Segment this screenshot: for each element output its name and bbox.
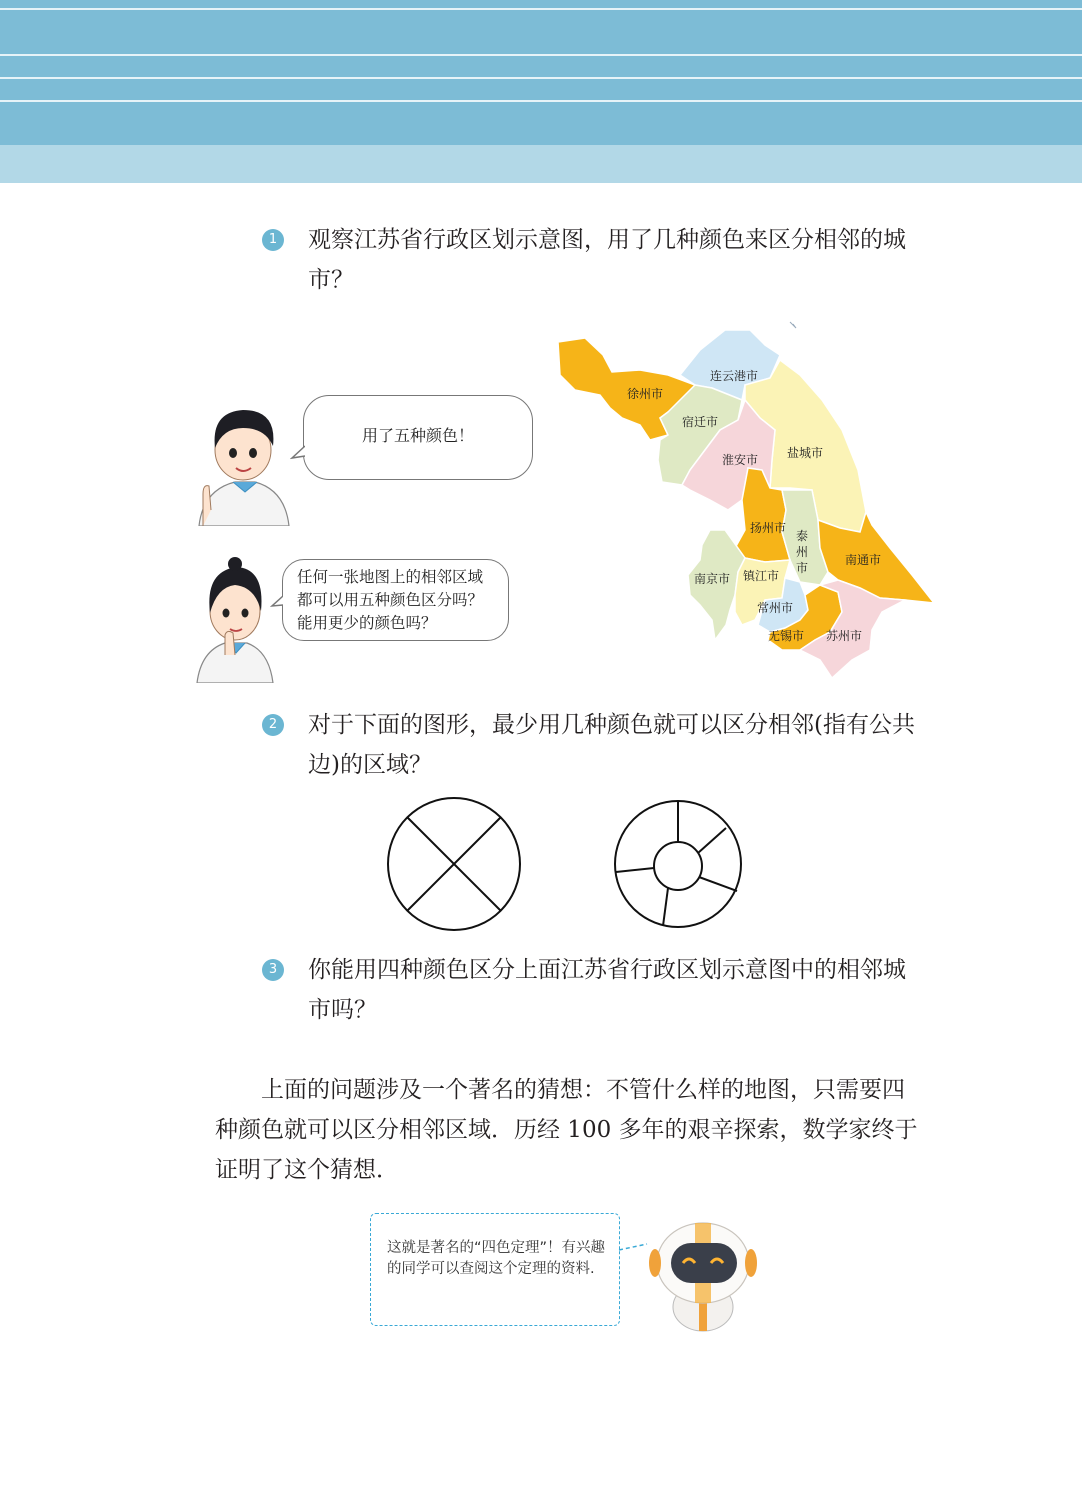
question-text: 观察江苏省行政区划示意图，用了几种颜色来区分相邻的城市？ [308,227,906,293]
boy-illustration [195,398,295,526]
girl-illustration [195,555,275,683]
robot-note-box [370,1213,620,1326]
question-3 [262,950,922,1030]
map-label: 南京市 [694,572,731,586]
boy-speech-bubble [303,395,533,480]
circle-figure-ring [608,795,753,935]
map-label: 连云港市 [710,369,759,383]
question-number-badge: 2 [262,714,284,736]
map-label: 苏州市 [826,629,863,643]
robot-note-text: 这就是著名的“四色定理”！有兴趣的同学可以查阅这个定理的资料. [387,1240,606,1277]
boy-speech-text: 用了五种颜色！ [361,426,474,445]
map-label: 盐城市 [787,446,824,460]
map-label-taizhou-1: 泰 [796,529,809,543]
girl-bubble-tail [270,594,286,612]
map-label: 宿迁市 [682,415,719,429]
header-stripe [0,54,1082,56]
map-label: 南通市 [845,553,882,567]
question-1 [262,220,922,300]
header-stripe [0,100,1082,102]
question-text: 你能用四种颜色区分上面江苏省行政区划示意图中的相邻城市吗？ [308,957,906,1023]
header-band [0,0,1082,145]
girl-speech-bubble [282,559,509,641]
map-label-taizhou-3: 市 [796,561,809,575]
jiangsu-map [550,320,940,685]
map-label: 无锡市 [768,629,805,643]
question-number-badge: 3 [262,959,284,981]
map-label-taizhou-2: 州 [796,545,809,559]
map-label: 淮安市 [722,453,759,467]
question-text: 对于下面的图形，最少用几种颜色就可以区分相邻(指有公共边)的区域？ [308,712,915,778]
girl-speech-text: 任何一张地图上的相邻区域都可以用五种颜色区分吗？能用更少的颜色吗？ [297,568,484,632]
header-subband [0,145,1082,183]
map-label: 常州市 [757,601,794,615]
circle-figure-cross [380,795,530,935]
robot-illustration [645,1215,765,1333]
map-label: 徐州市 [627,387,664,401]
map-label: 扬州市 [750,521,787,535]
question-number-badge: 1 [262,229,284,251]
four-color-paragraph: 上面的问题涉及一个著名的猜想：不管什么样的地图，只需要四种颜色就可以区分相邻区域．历经 100 多年的艰辛探索，数学家终于证明了这个猜想． [215,1077,918,1183]
question-2 [262,705,922,785]
map-label: 镇江市 [743,569,780,583]
header-stripe [0,8,1082,10]
boy-bubble-tail [290,444,308,464]
header-stripe [0,77,1082,79]
